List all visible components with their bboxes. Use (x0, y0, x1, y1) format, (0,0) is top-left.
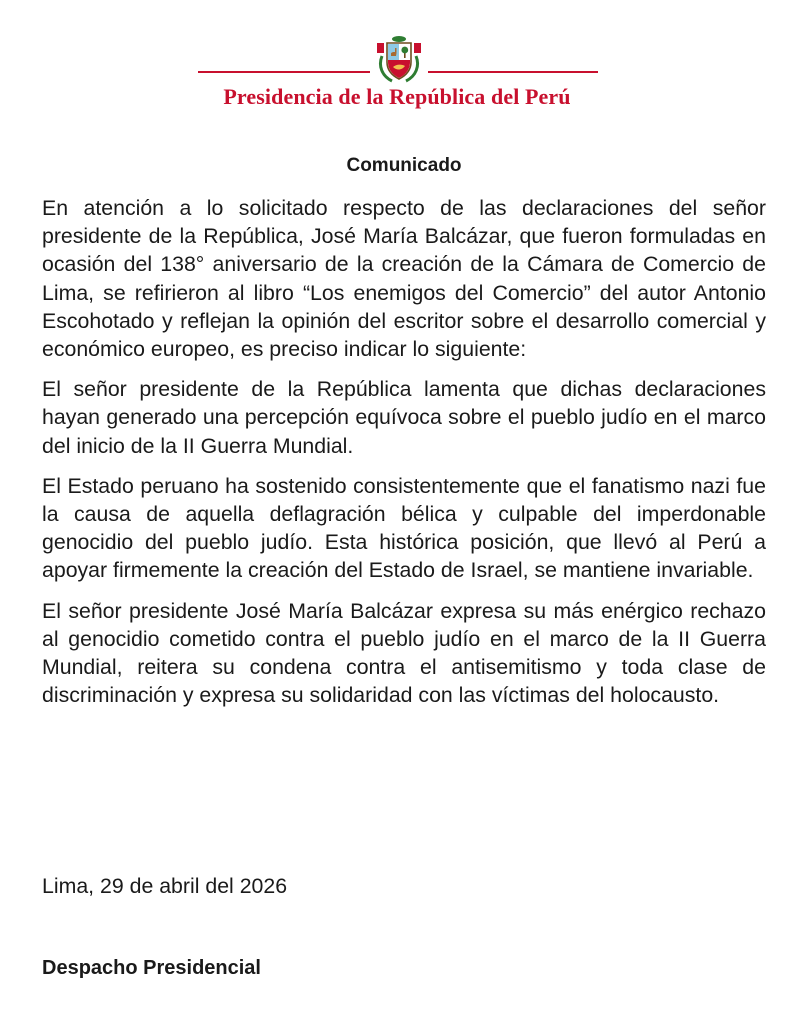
paragraph: En atención a lo solicitado respecto de las declaraciones del señor presidente de la República, José María Balcázar, que fueron formuladas en ocasión del 138° aniversario de la creación de la Cámara de Comercio de Lima, se refirieron al libro “Los enemigos del Comercio” del autor Antonio Escohotado y reflejan la opinión del escritor sobre el desarrollo comercial y económico europeo, es preciso indicar lo siguiente: (42, 196, 766, 362)
document-body (42, 152, 766, 709)
document-title: Comunicado (346, 155, 462, 176)
paragraph: El señor presidente José María Balcázar expresa su más enérgico rechazo al genocidio cometido contra el pueblo judío en el marco de la II Guerra Mundial, reitera su condena contra el antisemitismo y toda clase de discriminación y expresa su solidaridad con las víctimas del holocausto. (42, 598, 766, 708)
header-rule-left (198, 71, 370, 73)
peru-coat-of-arms-icon (374, 34, 424, 84)
paragraph: El señor presidente de la República lamenta que dichas declaraciones hayan generado una percepción equívoca sobre el pueblo judío en el marco del inicio de la II Guerra Mundial. (42, 377, 766, 458)
header-rule-right (428, 71, 598, 73)
date-line: Lima, 29 de abril del 2026 (42, 874, 288, 898)
paragraph: El Estado peruano ha sostenido consistentemente que el fanatismo nazi fue la causa de aquella deflagración bélica y culpable del imperdonable genocidio del pueblo judío. Esta histórica posición, que llevó al Perú a apoyar firmemente la creación del Estado de Israel, se mantiene invariable. (42, 473, 766, 583)
institution-name: Presidencia de la República del Perú (223, 84, 571, 109)
letterhead (0, 28, 804, 118)
signature: Despacho Presidencial (42, 957, 261, 979)
